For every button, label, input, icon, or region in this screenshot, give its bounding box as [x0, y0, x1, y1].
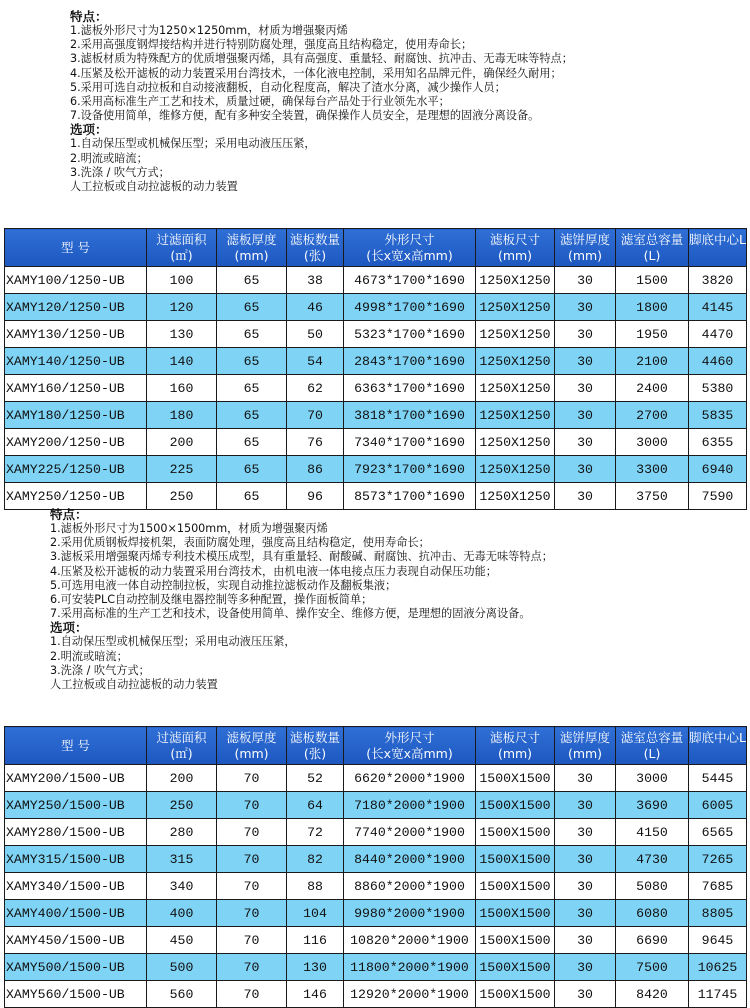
cell-count: 70	[287, 402, 344, 429]
cell-chamber-volume: 1500	[616, 267, 689, 294]
feature-line: 2.采用优质钢板焊接机架，表面防腐处理，强度高且结构稳定，使用寿命长；	[50, 536, 430, 550]
cell-chamber-volume: 2400	[616, 375, 689, 402]
option-line: 1.自动保压型或机械保压型；采用电动液压压紧，	[70, 137, 316, 151]
cell-thickness: 65	[217, 267, 287, 294]
cell-dimensions: 8440*2000*1900	[344, 846, 476, 873]
cell-cake-thickness: 30	[555, 375, 616, 402]
table-row	[5, 375, 747, 402]
option-line: 2.明流或暗流；	[50, 649, 128, 663]
cell-foot-center: 7590	[689, 483, 747, 510]
cell-plate-size: 1250X1250	[476, 483, 555, 510]
cell-chamber-volume: 1950	[616, 321, 689, 348]
cell-chamber-volume: 5080	[616, 873, 689, 900]
cell-cake-thickness: 30	[555, 873, 616, 900]
table-row	[5, 846, 747, 873]
cell-cake-thickness: 30	[555, 429, 616, 456]
cell-area: 340	[147, 873, 217, 900]
cell-count: 64	[287, 792, 344, 819]
table-row	[5, 981, 747, 1008]
cell-cake-thickness: 30	[555, 765, 616, 792]
cell-area: 280	[147, 819, 217, 846]
cell-model: XAMY100/1250-UB	[5, 267, 147, 294]
cell-cake-thickness: 30	[555, 846, 616, 873]
spec-table-1500	[4, 726, 747, 1008]
cell-count: 104	[287, 900, 344, 927]
header-foot-center: 脚底中心L	[689, 229, 747, 267]
feature-line: 7.设备使用简单，维修方便，配有多种安全装置，确保操作人员安全，是理想的固液分离设备。	[70, 109, 540, 123]
cell-area: 400	[147, 900, 217, 927]
header-dimensions: 外形尺寸 (长x宽x高mm)	[344, 727, 476, 765]
cell-model: XAMY200/1500-UB	[5, 765, 147, 792]
cell-plate-size: 1250X1250	[476, 375, 555, 402]
cell-plate-size: 1250X1250	[476, 429, 555, 456]
cell-area: 160	[147, 375, 217, 402]
cell-cake-thickness: 30	[555, 267, 616, 294]
feature-line: 7.采用高标准的生产工艺和技术，设备使用简单、操作安全、维修方便，是理想的固液分离设备。	[50, 607, 531, 621]
cell-foot-center: 4460	[689, 348, 747, 375]
cell-count: 130	[287, 954, 344, 981]
cell-model: XAMY120/1250-UB	[5, 294, 147, 321]
cell-plate-size: 1500X1500	[476, 900, 555, 927]
cell-foot-center: 5445	[689, 765, 747, 792]
cell-count: 52	[287, 765, 344, 792]
cell-thickness: 65	[217, 483, 287, 510]
cell-chamber-volume: 6080	[616, 900, 689, 927]
option-line: 3.洗涤 / 吹气方式；	[70, 165, 170, 179]
cell-model: XAMY560/1500-UB	[5, 981, 147, 1008]
cell-thickness: 70	[217, 900, 287, 927]
cell-model: XAMY130/1250-UB	[5, 321, 147, 348]
cell-chamber-volume: 7500	[616, 954, 689, 981]
features-block-1	[70, 10, 740, 194]
table-row	[5, 294, 747, 321]
cell-count: 96	[287, 483, 344, 510]
cell-dimensions: 7923*1700*1690	[344, 456, 476, 483]
cell-cake-thickness: 30	[555, 792, 616, 819]
table-row	[5, 429, 747, 456]
cell-cake-thickness: 30	[555, 483, 616, 510]
cell-cake-thickness: 30	[555, 348, 616, 375]
cell-model: XAMY250/1500-UB	[5, 792, 147, 819]
cell-plate-size: 1250X1250	[476, 294, 555, 321]
cell-area: 250	[147, 792, 217, 819]
cell-dimensions: 9980*2000*1900	[344, 900, 476, 927]
feature-line: 6.采用高标准生产工艺和技术，质量过硬，确保每台产品处于行业领先水平；	[70, 94, 450, 108]
cell-count: 72	[287, 819, 344, 846]
table-row	[5, 765, 747, 792]
table-row	[5, 873, 747, 900]
cell-plate-size: 1500X1500	[476, 981, 555, 1008]
features-title: 特点：	[70, 9, 108, 24]
cell-dimensions: 3818*1700*1690	[344, 402, 476, 429]
cell-count: 86	[287, 456, 344, 483]
cell-area: 500	[147, 954, 217, 981]
cell-cake-thickness: 30	[555, 900, 616, 927]
cell-cake-thickness: 30	[555, 456, 616, 483]
header-count: 滤板数量 (张)	[287, 229, 344, 267]
cell-thickness: 65	[217, 429, 287, 456]
cell-count: 62	[287, 375, 344, 402]
cell-plate-size: 1500X1500	[476, 927, 555, 954]
cell-chamber-volume: 3000	[616, 429, 689, 456]
cell-chamber-volume: 3000	[616, 765, 689, 792]
cell-model: XAMY250/1250-UB	[5, 483, 147, 510]
header-thickness: 滤板厚度 (mm)	[217, 727, 287, 765]
cell-dimensions: 4998*1700*1690	[344, 294, 476, 321]
cell-chamber-volume: 6690	[616, 927, 689, 954]
table-row	[5, 900, 747, 927]
feature-line: 2.采用高强度钢焊接结构并进行特别防腐处理，强度高且结构稳定，使用寿命长；	[70, 38, 473, 52]
header-plate-size: 滤板尺寸 (mm)	[476, 727, 555, 765]
cell-chamber-volume: 8420	[616, 981, 689, 1008]
option-line: 人工拉板或自动拉滤板的动力装置	[70, 179, 238, 193]
cell-model: XAMY280/1500-UB	[5, 819, 147, 846]
cell-thickness: 70	[217, 981, 287, 1008]
features-block-2	[50, 508, 720, 692]
cell-area: 180	[147, 402, 217, 429]
option-line: 1.自动保压型或机械保压型；采用电动液压压紧，	[50, 635, 296, 649]
cell-foot-center: 8805	[689, 900, 747, 927]
features-title: 特点：	[50, 507, 88, 522]
cell-chamber-volume: 3300	[616, 456, 689, 483]
cell-dimensions: 7740*2000*1900	[344, 819, 476, 846]
cell-dimensions: 12920*2000*1900	[344, 981, 476, 1008]
cell-count: 146	[287, 981, 344, 1008]
cell-model: XAMY340/1500-UB	[5, 873, 147, 900]
header-plate-size: 滤板尺寸 (mm)	[476, 229, 555, 267]
cell-chamber-volume: 4730	[616, 846, 689, 873]
cell-model: XAMY450/1500-UB	[5, 927, 147, 954]
cell-foot-center: 6940	[689, 456, 747, 483]
feature-line: 3.滤板材质为特殊配方的优质增强聚丙烯，具有高强度、重量轻、耐腐蚀、抗冲击、无毒无味等特点；	[70, 52, 573, 66]
cell-foot-center: 4470	[689, 321, 747, 348]
table-row	[5, 483, 747, 510]
cell-dimensions: 10820*2000*1900	[344, 927, 476, 954]
cell-dimensions: 2843*1700*1690	[344, 348, 476, 375]
feature-line: 5.采用可选自动拉板和自动接液翻板，自动化程度高，解决了渣水分离，减少操作人员；	[70, 80, 506, 94]
cell-foot-center: 7265	[689, 846, 747, 873]
option-line: 3.洗涤 / 吹气方式；	[50, 663, 150, 677]
feature-line: 1.滤板外形尺寸为1250×1250mm，材质为增强聚丙烯	[70, 24, 348, 37]
cell-thickness: 70	[217, 819, 287, 846]
cell-chamber-volume: 2100	[616, 348, 689, 375]
table-row	[5, 321, 747, 348]
cell-model: XAMY160/1250-UB	[5, 375, 147, 402]
cell-plate-size: 1250X1250	[476, 348, 555, 375]
option-line: 2.明流或暗流；	[70, 151, 148, 165]
header-cake-thickness: 滤饼厚度 (mm)	[555, 229, 616, 267]
cell-thickness: 65	[217, 402, 287, 429]
cell-count: 116	[287, 927, 344, 954]
cell-foot-center: 5380	[689, 375, 747, 402]
cell-thickness: 65	[217, 348, 287, 375]
cell-thickness: 65	[217, 294, 287, 321]
cell-model: XAMY140/1250-UB	[5, 348, 147, 375]
cell-model: XAMY180/1250-UB	[5, 402, 147, 429]
cell-dimensions: 6620*2000*1900	[344, 765, 476, 792]
header-chamber-volume: 滤室总容量 (L)	[616, 229, 689, 267]
table-row	[5, 456, 747, 483]
cell-thickness: 70	[217, 792, 287, 819]
cell-cake-thickness: 30	[555, 981, 616, 1008]
header-thickness: 滤板厚度 (mm)	[217, 229, 287, 267]
cell-foot-center: 5835	[689, 402, 747, 429]
cell-count: 54	[287, 348, 344, 375]
feature-line: 3.滤板采用增强聚丙烯专利技术模压成型，具有重量轻、耐酸碱、耐腐蚀、抗冲击、无毒无味等特点；	[50, 550, 553, 564]
header-cake-thickness: 滤饼厚度 (mm)	[555, 727, 616, 765]
table-row	[5, 267, 747, 294]
cell-plate-size: 1500X1500	[476, 954, 555, 981]
feature-line: 5.可选用电液一体自动控制拉板，实现自动推拉滤板动作及翻板集液；	[50, 578, 397, 592]
feature-line: 4.压紧及松开滤板的动力装置采用台湾技术，由机电液一体电接点压力表现自动保压功能；	[50, 564, 497, 578]
cell-count: 50	[287, 321, 344, 348]
spec-table-1250	[4, 228, 747, 510]
cell-plate-size: 1250X1250	[476, 402, 555, 429]
cell-foot-center: 11745	[689, 981, 747, 1008]
cell-cake-thickness: 30	[555, 402, 616, 429]
table-row	[5, 402, 747, 429]
header-model: 型 号	[5, 727, 147, 765]
cell-dimensions: 11800*2000*1900	[344, 954, 476, 981]
cell-cake-thickness: 30	[555, 321, 616, 348]
table-row	[5, 819, 747, 846]
cell-chamber-volume: 3750	[616, 483, 689, 510]
cell-model: XAMY200/1250-UB	[5, 429, 147, 456]
cell-thickness: 70	[217, 765, 287, 792]
cell-area: 560	[147, 981, 217, 1008]
feature-line: 6.可安装PLC自动控制及继电器控制等多种配置，操作面板简单；	[50, 592, 373, 606]
cell-plate-size: 1500X1500	[476, 792, 555, 819]
cell-model: XAMY315/1500-UB	[5, 846, 147, 873]
cell-area: 250	[147, 483, 217, 510]
feature-line: 1.滤板外形尺寸为1500×1500mm，材质为增强聚丙烯	[50, 522, 328, 535]
cell-area: 130	[147, 321, 217, 348]
cell-dimensions: 7180*2000*1900	[344, 792, 476, 819]
cell-count: 76	[287, 429, 344, 456]
cell-foot-center: 10625	[689, 954, 747, 981]
table-row	[5, 348, 747, 375]
cell-chamber-volume: 2700	[616, 402, 689, 429]
table-row	[5, 954, 747, 981]
cell-cake-thickness: 30	[555, 927, 616, 954]
cell-chamber-volume: 1800	[616, 294, 689, 321]
cell-dimensions: 4673*1700*1690	[344, 267, 476, 294]
cell-plate-size: 1500X1500	[476, 819, 555, 846]
cell-foot-center: 7685	[689, 873, 747, 900]
cell-foot-center: 4145	[689, 294, 747, 321]
cell-cake-thickness: 30	[555, 954, 616, 981]
header-count: 滤板数量 (张)	[287, 727, 344, 765]
cell-model: XAMY225/1250-UB	[5, 456, 147, 483]
cell-thickness: 70	[217, 846, 287, 873]
cell-cake-thickness: 30	[555, 294, 616, 321]
cell-area: 315	[147, 846, 217, 873]
table-row	[5, 927, 747, 954]
cell-cake-thickness: 30	[555, 819, 616, 846]
cell-count: 38	[287, 267, 344, 294]
cell-plate-size: 1500X1500	[476, 846, 555, 873]
header-chamber-volume: 滤室总容量 (L)	[616, 727, 689, 765]
cell-thickness: 65	[217, 375, 287, 402]
cell-dimensions: 5323*1700*1690	[344, 321, 476, 348]
cell-area: 140	[147, 348, 217, 375]
cell-area: 120	[147, 294, 217, 321]
cell-dimensions: 7340*1700*1690	[344, 429, 476, 456]
cell-chamber-volume: 4150	[616, 819, 689, 846]
cell-foot-center: 9645	[689, 927, 747, 954]
cell-plate-size: 1250X1250	[476, 321, 555, 348]
options-title: 选项：	[50, 620, 88, 636]
cell-area: 450	[147, 927, 217, 954]
table-row	[5, 792, 747, 819]
cell-plate-size: 1250X1250	[476, 267, 555, 294]
cell-model: XAMY400/1500-UB	[5, 900, 147, 927]
feature-line: 4.压紧及松开滤板的动力装置采用台湾技术，一体化液电控制，采用知名品牌元件，确保经久耐用；	[70, 66, 562, 80]
cell-plate-size: 1500X1500	[476, 765, 555, 792]
cell-foot-center: 3820	[689, 267, 747, 294]
cell-thickness: 70	[217, 927, 287, 954]
header-area: 过滤面积 (㎡)	[147, 229, 217, 267]
cell-area: 100	[147, 267, 217, 294]
cell-area: 225	[147, 456, 217, 483]
options-title: 选项：	[70, 122, 108, 138]
header-area: 过滤面积 (㎡)	[147, 727, 217, 765]
header-dimensions: 外形尺寸 (长x宽x高mm)	[344, 229, 476, 267]
cell-thickness: 65	[217, 456, 287, 483]
cell-count: 88	[287, 873, 344, 900]
cell-thickness: 65	[217, 321, 287, 348]
cell-plate-size: 1250X1250	[476, 456, 555, 483]
cell-dimensions: 6363*1700*1690	[344, 375, 476, 402]
cell-plate-size: 1500X1500	[476, 873, 555, 900]
cell-thickness: 70	[217, 873, 287, 900]
cell-foot-center: 6005	[689, 792, 747, 819]
header-foot-center: 脚底中心L	[689, 727, 747, 765]
cell-area: 200	[147, 765, 217, 792]
cell-dimensions: 8860*2000*1900	[344, 873, 476, 900]
option-line: 人工拉板或自动拉滤板的动力装置	[50, 677, 218, 691]
cell-count: 46	[287, 294, 344, 321]
cell-thickness: 70	[217, 954, 287, 981]
cell-dimensions: 8573*1700*1690	[344, 483, 476, 510]
cell-foot-center: 6355	[689, 429, 747, 456]
cell-foot-center: 6565	[689, 819, 747, 846]
cell-count: 82	[287, 846, 344, 873]
header-model: 型 号	[5, 229, 147, 267]
cell-model: XAMY500/1500-UB	[5, 954, 147, 981]
cell-chamber-volume: 3690	[616, 792, 689, 819]
cell-area: 200	[147, 429, 217, 456]
